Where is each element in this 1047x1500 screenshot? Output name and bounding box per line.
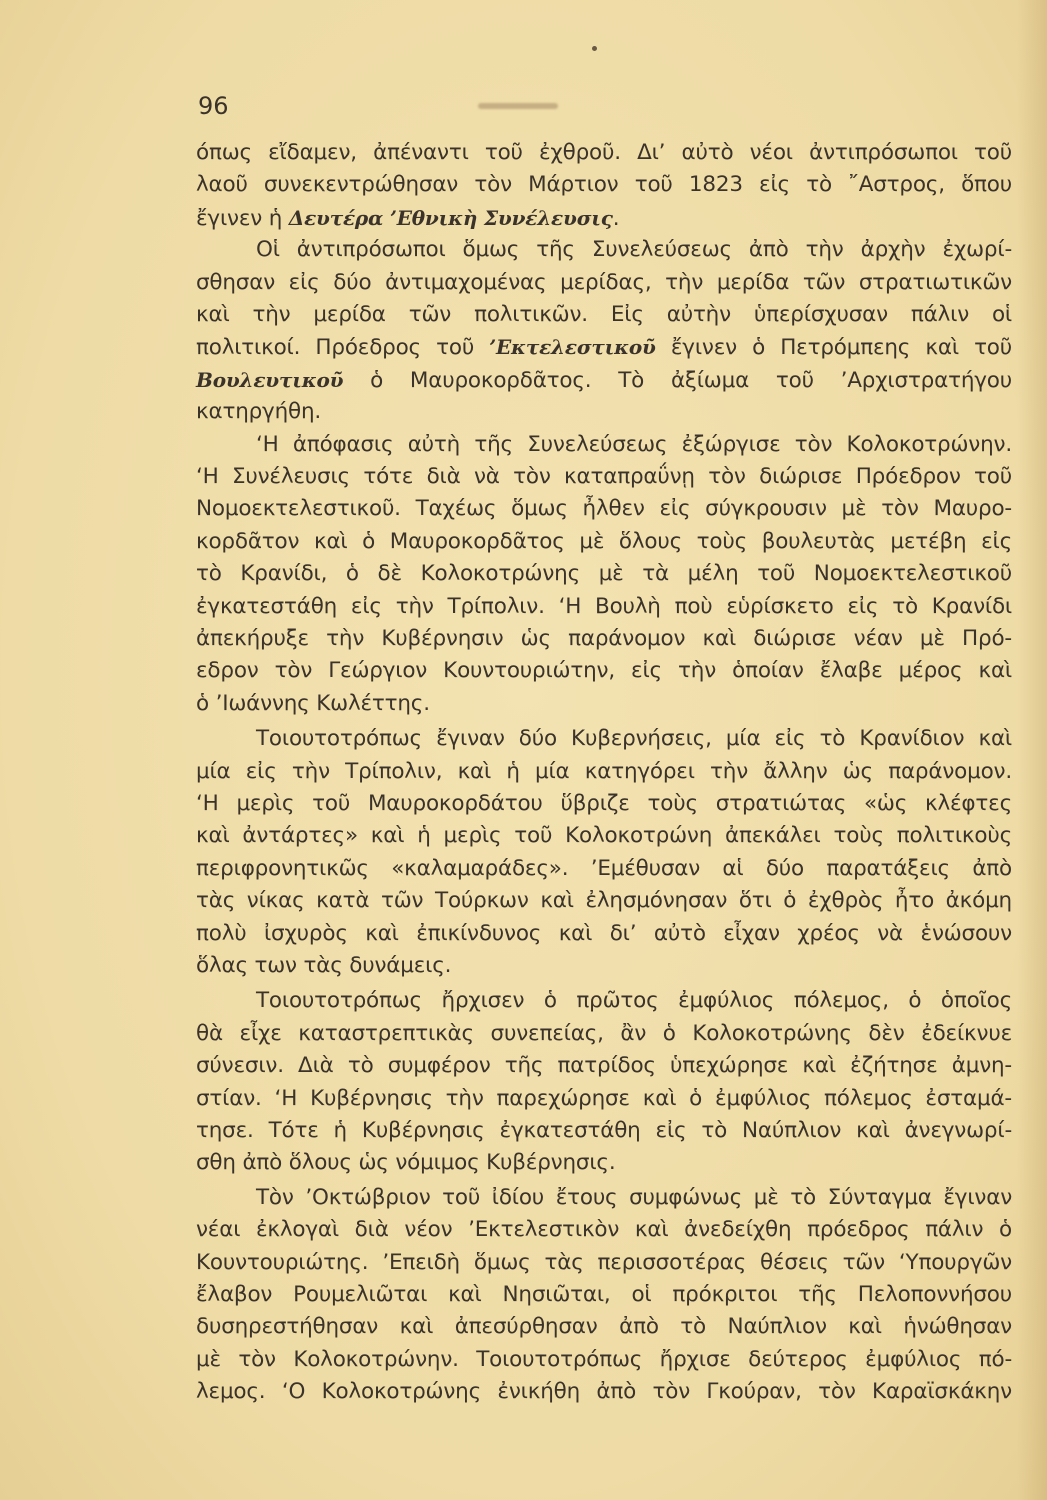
text-line (196, 1248, 1012, 1278)
text-segment: ὅλας των τὰς δυνάμεις. (196, 953, 452, 978)
text-segment: Νομοεκτελεστικοῦ. Ταχέως ὅμως ἦλθεν εἰς σύγκρουσιν μὲ τὸν Μαυρο- (196, 496, 1012, 522)
text-segment: . (612, 205, 620, 231)
text-segment: ‘Η ἀπόφασις αὐτὴ τῆς Συνελεύσεως ἐξώργισε τὸν Κολοκοτρώνην. (256, 431, 1012, 457)
text-line (196, 1148, 1012, 1178)
text-line (196, 919, 1012, 949)
text-segment: περιφρονητικῶς «καλαμαράδες». ’Εμέθυσαν αἱ δύο παρατάξεις ἀπὸ (196, 855, 1012, 881)
text-line (196, 1312, 1012, 1342)
text-segment: ἔγινεν ἡ (196, 205, 289, 231)
text-segment: νέαι ἐκλογαὶ διὰ νέον ’Εκτελεστικὸν καὶ ἀνεδείχθη πρόεδρος πάλιν ὁ (196, 1217, 1012, 1243)
text-line (256, 430, 1012, 460)
text-segment: σθη ἀπὸ ὅλους ὡς νόμιμος Κυβέρνησις. (196, 1150, 616, 1176)
text-segment: τησε. Τότε ἡ Κυβέρνησις ἐγκατεστάθη εἰς τὸ Ναύπλιον καὶ ἀνεγνωρί- (196, 1118, 1012, 1143)
ink-dot (592, 46, 597, 51)
text-line (256, 986, 1012, 1016)
text-line (196, 951, 1012, 981)
text-segment: Οἱ ἀντιπρόσωποι ὅμως τῆς Συνελεύσεως ἀπὸ τὴν ἀρχὴν ἐχωρί- (256, 237, 1012, 263)
page-edge-shadow (1017, 0, 1047, 1500)
text-line (196, 689, 1012, 719)
text-segment: ἔλαβον Ρουμελιῶται καὶ Νησιῶται, οἱ πρόκριτοι τῆς Πελοποννήσου (196, 1282, 1012, 1307)
text-segment: εδρον τὸν Γεώργιον Κουντουριώτην, εἰς τὴν ὁποίαν ἔλαβε μέρος καὶ (196, 658, 1012, 684)
text-line (196, 170, 1012, 200)
text-segment: ὁ Μαυροκορδᾶτος. Τὸ ἀξίωμα τοῦ ’Αρχιστρατήγου (343, 367, 1012, 393)
text-line (196, 365, 1012, 396)
text-line (196, 757, 1012, 787)
text-segment: μία εἰς τὴν Τρίπολιν, καὶ ἡ μία κατηγόρει τὴν ἄλλην ὡς παράνομον. (196, 758, 1012, 784)
text-line (256, 1183, 1012, 1213)
text-line (196, 656, 1012, 686)
text-segment: στίαν. ‘Η Κυβέρνησις τὴν παρεχώρησε καὶ ὁ ἐμφύλιος πόλεμος ἐσταμά- (196, 1085, 1012, 1111)
text-line (196, 1084, 1012, 1114)
emphasized-term: Δευτέρα ’Εθνικὴ Συνέλευσις (288, 205, 613, 230)
text-segment: Κουντουριώτης. ’Επειδὴ ὅμως τὰς περισσοτέρας θέσεις τῶν ‘Υπουργῶν (196, 1249, 1012, 1275)
text-segment: θὰ εἶχε καταστρεπτικὰς συνεπείας, ἂν ὁ Κολοκοτρώνης δὲν ἐδείκνυε (196, 1020, 1012, 1046)
text-line (196, 397, 1012, 427)
text-line (196, 1377, 1012, 1407)
text-line (256, 235, 1012, 265)
text-segment: κατηργήθη. (196, 399, 322, 425)
text-segment: λαοῦ συνεκεντρώθησαν τὸν Μάρτιον τοῦ 1823 εἰς τὸ ῎Αστρος, ὅπου (196, 172, 1012, 198)
text-line (196, 527, 1012, 557)
text-segment: Τὸν ’Οκτώβριον τοῦ ἰδίου ἔτους συμφώνως μὲ τὸ Σύνταγμα ἔγιναν (256, 1184, 1012, 1210)
text-segment: ἐγκατεστάθη εἰς τὴν Τρίπολιν. ‘Η Βουλὴ ποὺ εὑρίσκετο εἰς τὸ Κρανίδι (196, 593, 1012, 619)
text-segment: καὶ τὴν μερίδα τῶν πολιτικῶν. Εἰς αὐτὴν ὑπερίσχυσαν πάλιν οἱ (196, 302, 1012, 327)
text-line (196, 821, 1012, 851)
text-line (196, 1019, 1012, 1049)
text-segment: δυσηρεστήθησαν καὶ ἀπεσύρθησαν ἀπὸ τὸ Ναύπλιον καὶ ἡνώθησαν (196, 1314, 1012, 1340)
text-segment: πολιτικοί. Πρόεδρος τοῦ (196, 335, 490, 361)
text-segment: τὰς νίκας κατὰ τῶν Τούρκων καὶ ἐλησμόνησαν ὅτι ὁ ἐχθρὸς ἦτο ἀκόμη (196, 888, 1012, 914)
text-line (196, 559, 1012, 589)
text-line (256, 724, 1012, 754)
text-segment: ἀπεκήρυξε τὴν Κυβέρνησιν ὡς παράνομον καὶ διώρισε νέαν μὲ Πρό- (196, 626, 1012, 651)
text-segment: σύνεσιν. Διὰ τὸ συμφέρον τῆς πατρίδος ὑπεχώρησε καὶ ἐζήτησε ἀμνη- (196, 1053, 1012, 1079)
text-line (196, 1051, 1012, 1081)
text-segment: ὁ ’Ιωάννης Κωλέττης. (196, 690, 430, 716)
text-line (196, 886, 1012, 916)
text-segment: σθησαν εἰς δύο ἀντιμαχομένας μερίδας, τὴν μερίδα τῶν στρατιωτικῶν (196, 269, 1012, 295)
text-segment: μὲ τὸν Κολοκοτρώνην. Τοιουτοτρόπως ἤρχισε δεύτερος ἐμφύλιος πό- (196, 1346, 1012, 1372)
text-line (196, 138, 1012, 168)
text-line (196, 789, 1012, 819)
text-segment: λεμος. ‘Ο Κολοκοτρώνης ἐνικήθη ἀπὸ τὸν Γκούραν, τὸν Καραϊσκάκην (196, 1379, 1012, 1405)
text-segment: Τοιουτοτρόπως ἤρχισεν ὁ πρῶτος ἐμφύλιος πόλεμος, ὁ ὁποῖος (256, 988, 1012, 1014)
emphasized-term: Βουλευτικοῦ (196, 367, 344, 392)
text-line (196, 592, 1012, 622)
text-line (196, 494, 1012, 524)
text-line (196, 1116, 1012, 1146)
text-line (196, 300, 1012, 330)
text-segment: καὶ ἀντάρτες» καὶ ἡ μερὶς τοῦ Κολοκοτρώνη ἀπεκάλει τοὺς πολιτικοὺς (196, 823, 1012, 849)
text-segment: ἔγινεν ὁ Πετρόμπεης καὶ τοῦ (655, 335, 1013, 361)
text-segment: τὸ Κρανίδι, ὁ δὲ Κολοκοτρώνης μὲ τὰ μέλη τοῦ Νομοεκτελεστικοῦ (196, 561, 1012, 587)
text-segment: όπως εἴδαμεν, ἀπέναντι τοῦ ἐχθροῦ. Δι’ αὐτὸ νέοι ἀντιπρόσωποι τοῦ (196, 140, 1012, 165)
text-segment: κορδᾶτον καὶ ὁ Μαυροκορδᾶτος μὲ ὅλους τοὺς βουλευτὰς μετέβη εἰς (196, 528, 1012, 554)
emphasized-term: ’Εκτελεστικοῦ (489, 335, 656, 360)
text-segment: ‘Η μερὶς τοῦ Μαυροκορδάτου ὕβριζε τοὺς στρατιώτας «ὡς κλέφτες (196, 791, 1012, 816)
ink-smudge (478, 103, 558, 109)
text-line (196, 462, 1012, 492)
text-line (196, 332, 1012, 363)
text-line (196, 624, 1012, 654)
text-line (196, 268, 1012, 298)
text-line (196, 1345, 1012, 1375)
text-line (196, 203, 1012, 234)
text-line (196, 1280, 1012, 1310)
text-segment: ‘Η Συνέλευσις τότε διὰ νὰ τὸν καταπραΰνῃ τὸν διώρισε Πρόεδρον τοῦ (196, 464, 1012, 489)
page-number: 96 (198, 92, 229, 120)
text-segment: πολὺ ἰσχυρὸς καὶ ἐπικίνδυνος καὶ δι’ αὐτὸ εἶχαν χρέος νὰ ἑνώσουν (196, 920, 1012, 946)
text-line (196, 1215, 1012, 1245)
text-line (196, 854, 1012, 884)
text-segment: Τοιουτοτρόπως ἔγιναν δύο Κυβερνήσεις, μία εἰς τὸ Κρανίδιον καὶ (256, 726, 1012, 752)
